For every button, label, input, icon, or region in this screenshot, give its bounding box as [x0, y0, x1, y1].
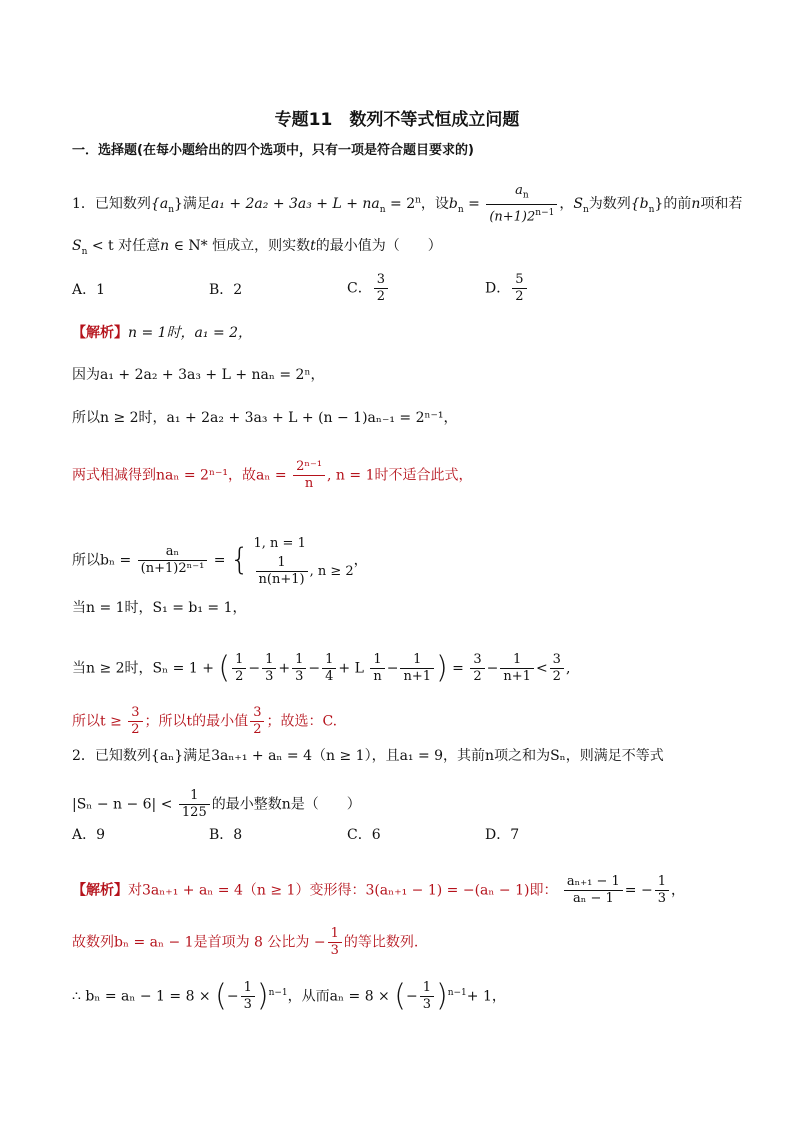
- sol2-l3-den2: 3: [422, 997, 431, 1012]
- q1-sn-2: S: [72, 238, 82, 254]
- q1-t: t: [310, 238, 316, 254]
- s7-r2-den: n+1: [503, 669, 531, 684]
- sol1-s7a: 当n ≥ 2时，Sₙ = 1 +: [72, 660, 214, 677]
- q1-text: < t 对任意: [91, 238, 161, 254]
- sol2-l3b: ，从而aₙ = 8 ×: [287, 988, 390, 1005]
- q1-text: 项和若: [700, 195, 743, 212]
- sol2-l3a: ∴ bₙ = aₙ − 1 = 8 ×: [72, 988, 211, 1005]
- q1-text: 已知数列: [94, 195, 151, 212]
- paren-left-icon: (: [215, 978, 227, 1014]
- sol2-l1-rden: 3: [657, 891, 666, 906]
- q2-option-d: D．7: [485, 827, 520, 843]
- s7-e-den: 2: [552, 669, 561, 684]
- sol2-l2b: 的等比数列.: [343, 934, 419, 951]
- q1-sn: S: [573, 195, 583, 212]
- q1-text: }的前: [654, 195, 692, 212]
- sol2-l1-num: aₙ₊₁ − 1: [564, 874, 623, 891]
- q1-option-c: [347, 272, 390, 305]
- sol1-line4: [72, 459, 473, 492]
- sol1-s8a: 所以t ≥: [72, 713, 122, 730]
- sol1-s4a: 两式相减得到naₙ = 2ⁿ⁻¹，故aₙ =: [72, 467, 287, 484]
- s7-e-num: 3: [550, 652, 564, 669]
- q2-line1: 2．已知数列{aₙ}满足3aₙ₊₁ + aₙ = 4（n ≥ 1），且a₁ = 9，其前n项之和为Sₙ，则满足不等式: [72, 748, 664, 764]
- q2-num: 1: [179, 788, 210, 805]
- q1-fraction: $\frac{a_n}{(n+1)2^{n-1}}$: [486, 183, 557, 225]
- sol2-l3-num: 1: [241, 980, 255, 997]
- sol1-line1: [72, 323, 252, 343]
- s7-t11: n+1: [403, 669, 432, 684]
- sol1-case2-tail: , n ≥ 2: [309, 564, 354, 579]
- sol2-line3: ∴ bₙ = aₙ − 1 = 8 × (− $\frac{1}{3}$ )$^{n-1}$，从而aₙ = 8 × (− $\frac{1}{3}$ )$^{n-1}$+ 1，: [72, 978, 506, 1014]
- sol1-s8b: ；所以t的最小值: [144, 713, 249, 730]
- q1-option-a: A．1: [72, 282, 106, 298]
- sol1-line7: 当n ≥ 2时，Sₙ = 1 + ( $\frac{1}{2}$ − $\frac{1}{3}$ + $\frac{1}{3}$ − $\frac{1}{4}$ + L $\frac{1}{n}$ − $\frac{1}{n+1}$ ) = $\frac{3}{2}$ − $\frac{1}{n+1}$ < $\frac{3}{2}$ ,: [72, 650, 571, 686]
- sol2-l3c: + 1，: [466, 988, 506, 1005]
- q2-option-c: C．6: [347, 827, 381, 843]
- q1-option-c-den: 2: [376, 289, 385, 304]
- q1-n-2: n: [160, 238, 170, 254]
- paren-left-icon: (: [394, 978, 406, 1014]
- sol1-s4b: , n = 1时不适合此式，: [327, 467, 473, 484]
- q1-text: 为数列: [588, 195, 631, 212]
- sol1-s5a: 所以bₙ =: [72, 552, 132, 569]
- sol1-s5-den: (n+1)2ⁿ⁻¹: [140, 561, 205, 576]
- paren-right-icon: ): [256, 978, 269, 1014]
- sol1-s5-frac: [138, 544, 208, 577]
- s7-t1: 2: [235, 669, 244, 684]
- q1-text: 的最小值为（ ）: [315, 238, 442, 254]
- q1-bn: b: [448, 195, 458, 212]
- q1-frac-num: a: [515, 183, 523, 198]
- sol1-line6: 当n = 1时，S₁ = b₁ = 1，: [72, 600, 247, 616]
- sol1-s8c: ；故选：C.: [266, 713, 338, 730]
- q1-option-d-den: 2: [515, 289, 524, 304]
- sol1-s4-frac: [293, 459, 325, 492]
- s8-num2: 3: [250, 705, 264, 722]
- sol1-line3: 所以n ≥ 2时，a₁ + 2a₂ + 3a₃ + L + (n − 1)aₙ₋₁ = 2ⁿ⁻¹，: [72, 410, 458, 426]
- q1-number: 1．: [72, 195, 95, 212]
- s8-num: 3: [128, 705, 142, 722]
- q1-text: ∈ N* 恒成立，则实数: [173, 238, 311, 254]
- q1-line2: $S_n < t$ 对任意n ∈ N* 恒成立，则实数t的最小值为（ ）: [72, 238, 442, 257]
- sol2-l2a: 故数列bₙ = aₙ − 1是首项为 8 公比为 −: [72, 934, 326, 951]
- s7-t3: 3: [265, 669, 274, 684]
- sol2-l1b: = −: [624, 882, 653, 899]
- q1-line1: 1．已知数列$\{a_n\}$满足$a_1 + 2a_2 + 3a_3 + L + na_n = 2^n$，设$b_n$ = $\frac{a_n}{(n+1)2^{n-1}}$ ，$S_n$为数列$\{b_n\}$的前n项和若: [72, 183, 743, 224]
- q1-option-c-num: 3: [374, 272, 388, 289]
- sol1-case2-den: n(n+1): [258, 572, 305, 587]
- sol1-s4-den: n: [304, 476, 314, 491]
- q2-line2b: 的最小整数n是（ ）: [211, 796, 361, 813]
- sol2-l2-num: 1: [328, 926, 342, 943]
- q2-line2a: |Sₙ − n − 6| <: [72, 796, 173, 813]
- s7-r2-num: 1: [500, 652, 534, 669]
- brace-icon: {: [229, 542, 250, 578]
- paren-right-icon: ): [435, 978, 448, 1014]
- sol2-l1a: 对3aₙ₊₁ + aₙ = 4（n ≥ 1）变形得：3(aₙ₊₁ − 1) = −(aₙ − 1)即：: [128, 882, 558, 899]
- s7-r-num: 3: [470, 652, 484, 669]
- s7-t8: 1: [370, 652, 384, 669]
- q1-text: }满足: [173, 195, 211, 212]
- s7-t2: 1: [262, 652, 276, 669]
- sol2-l1-rnum: 1: [655, 874, 669, 891]
- sol2-line2: [72, 926, 418, 959]
- paren-right-icon: ): [436, 650, 448, 686]
- s7-r-den: 2: [473, 669, 482, 684]
- q1-eq: = 2: [385, 195, 416, 212]
- q1-seq-a: {a: [150, 195, 169, 212]
- q1-frac-den: (n+1)2: [489, 208, 536, 224]
- q1-n: n: [691, 195, 701, 212]
- sol1-line2: 因为a₁ + 2a₂ + 3a₃ + L + naₙ = 2ⁿ，: [72, 367, 325, 383]
- sol2-l2-den: 3: [330, 943, 339, 958]
- sol1-case1: 1, n = 1: [253, 536, 306, 551]
- q1-seq-b: {b: [630, 195, 649, 212]
- q1-text: ，设: [420, 195, 449, 212]
- sol1-s5b: ，: [353, 552, 368, 569]
- sol1-line8: [72, 705, 337, 738]
- section-heading: 一．选择题(在每小题给出的四个选项中，只有一项是符合题目要求的): [72, 143, 474, 158]
- sol2-l1-den: aₙ − 1: [572, 891, 614, 906]
- s7-t5: 3: [295, 669, 304, 684]
- q1-option-d: [485, 272, 529, 305]
- q2-option-b: B．8: [209, 827, 243, 843]
- q1-option-d-label: D．: [485, 280, 511, 297]
- sol1-s4-num: 2ⁿ⁻¹: [293, 459, 325, 476]
- sol2-l3-num2: 1: [420, 980, 434, 997]
- sol1-s1: n = 1时，a₁ = 2，: [128, 325, 253, 341]
- q1-option-c-label: C．: [347, 280, 372, 297]
- sol2-l3-den: 3: [243, 997, 252, 1012]
- s7-t7: 4: [325, 669, 334, 684]
- q2-line2: [72, 788, 361, 821]
- q1-sum: a₁ + 2a₂ + 3a₃ + L + na: [210, 195, 380, 212]
- s7-t10: 1: [400, 652, 434, 669]
- sol1-tag: 【解析】: [72, 325, 128, 341]
- sol1-s5-num: aₙ: [138, 544, 208, 561]
- s8-den: 2: [131, 722, 140, 737]
- sol1-line5: 所以bₙ = $\frac{\text{aₙ}}{\text{(n+1)2ⁿ⁻¹}}$ = { 1, n = 1 $\frac{1}{n(n+1)}$ , n ≥ 2 ，: [72, 533, 368, 588]
- s8-den2: 2: [253, 722, 262, 737]
- s7-t4: 1: [292, 652, 306, 669]
- q1-option-d-num: 5: [512, 272, 526, 289]
- q2-option-a: A．9: [72, 827, 106, 843]
- sol1-case2-num: 1: [256, 555, 308, 572]
- sol2-exp2: n−1: [447, 987, 467, 998]
- sol2-exp1: n−1: [268, 987, 288, 998]
- q1-option-b: B．2: [209, 282, 243, 298]
- sol2-l1c: ，: [671, 882, 685, 899]
- paren-left-icon: (: [218, 650, 231, 686]
- q2-den: 125: [181, 805, 207, 820]
- sol2-tag: 【解析】: [72, 882, 128, 899]
- q1-text: ，: [559, 195, 574, 212]
- sol2-line1: [72, 874, 685, 907]
- s7-t6: 1: [322, 652, 336, 669]
- page-title: 专题11 数列不等式恒成立问题: [274, 110, 520, 130]
- s7-t9: n: [373, 669, 382, 684]
- sol1-cases: [254, 533, 354, 588]
- s7-t0: 1: [232, 652, 246, 669]
